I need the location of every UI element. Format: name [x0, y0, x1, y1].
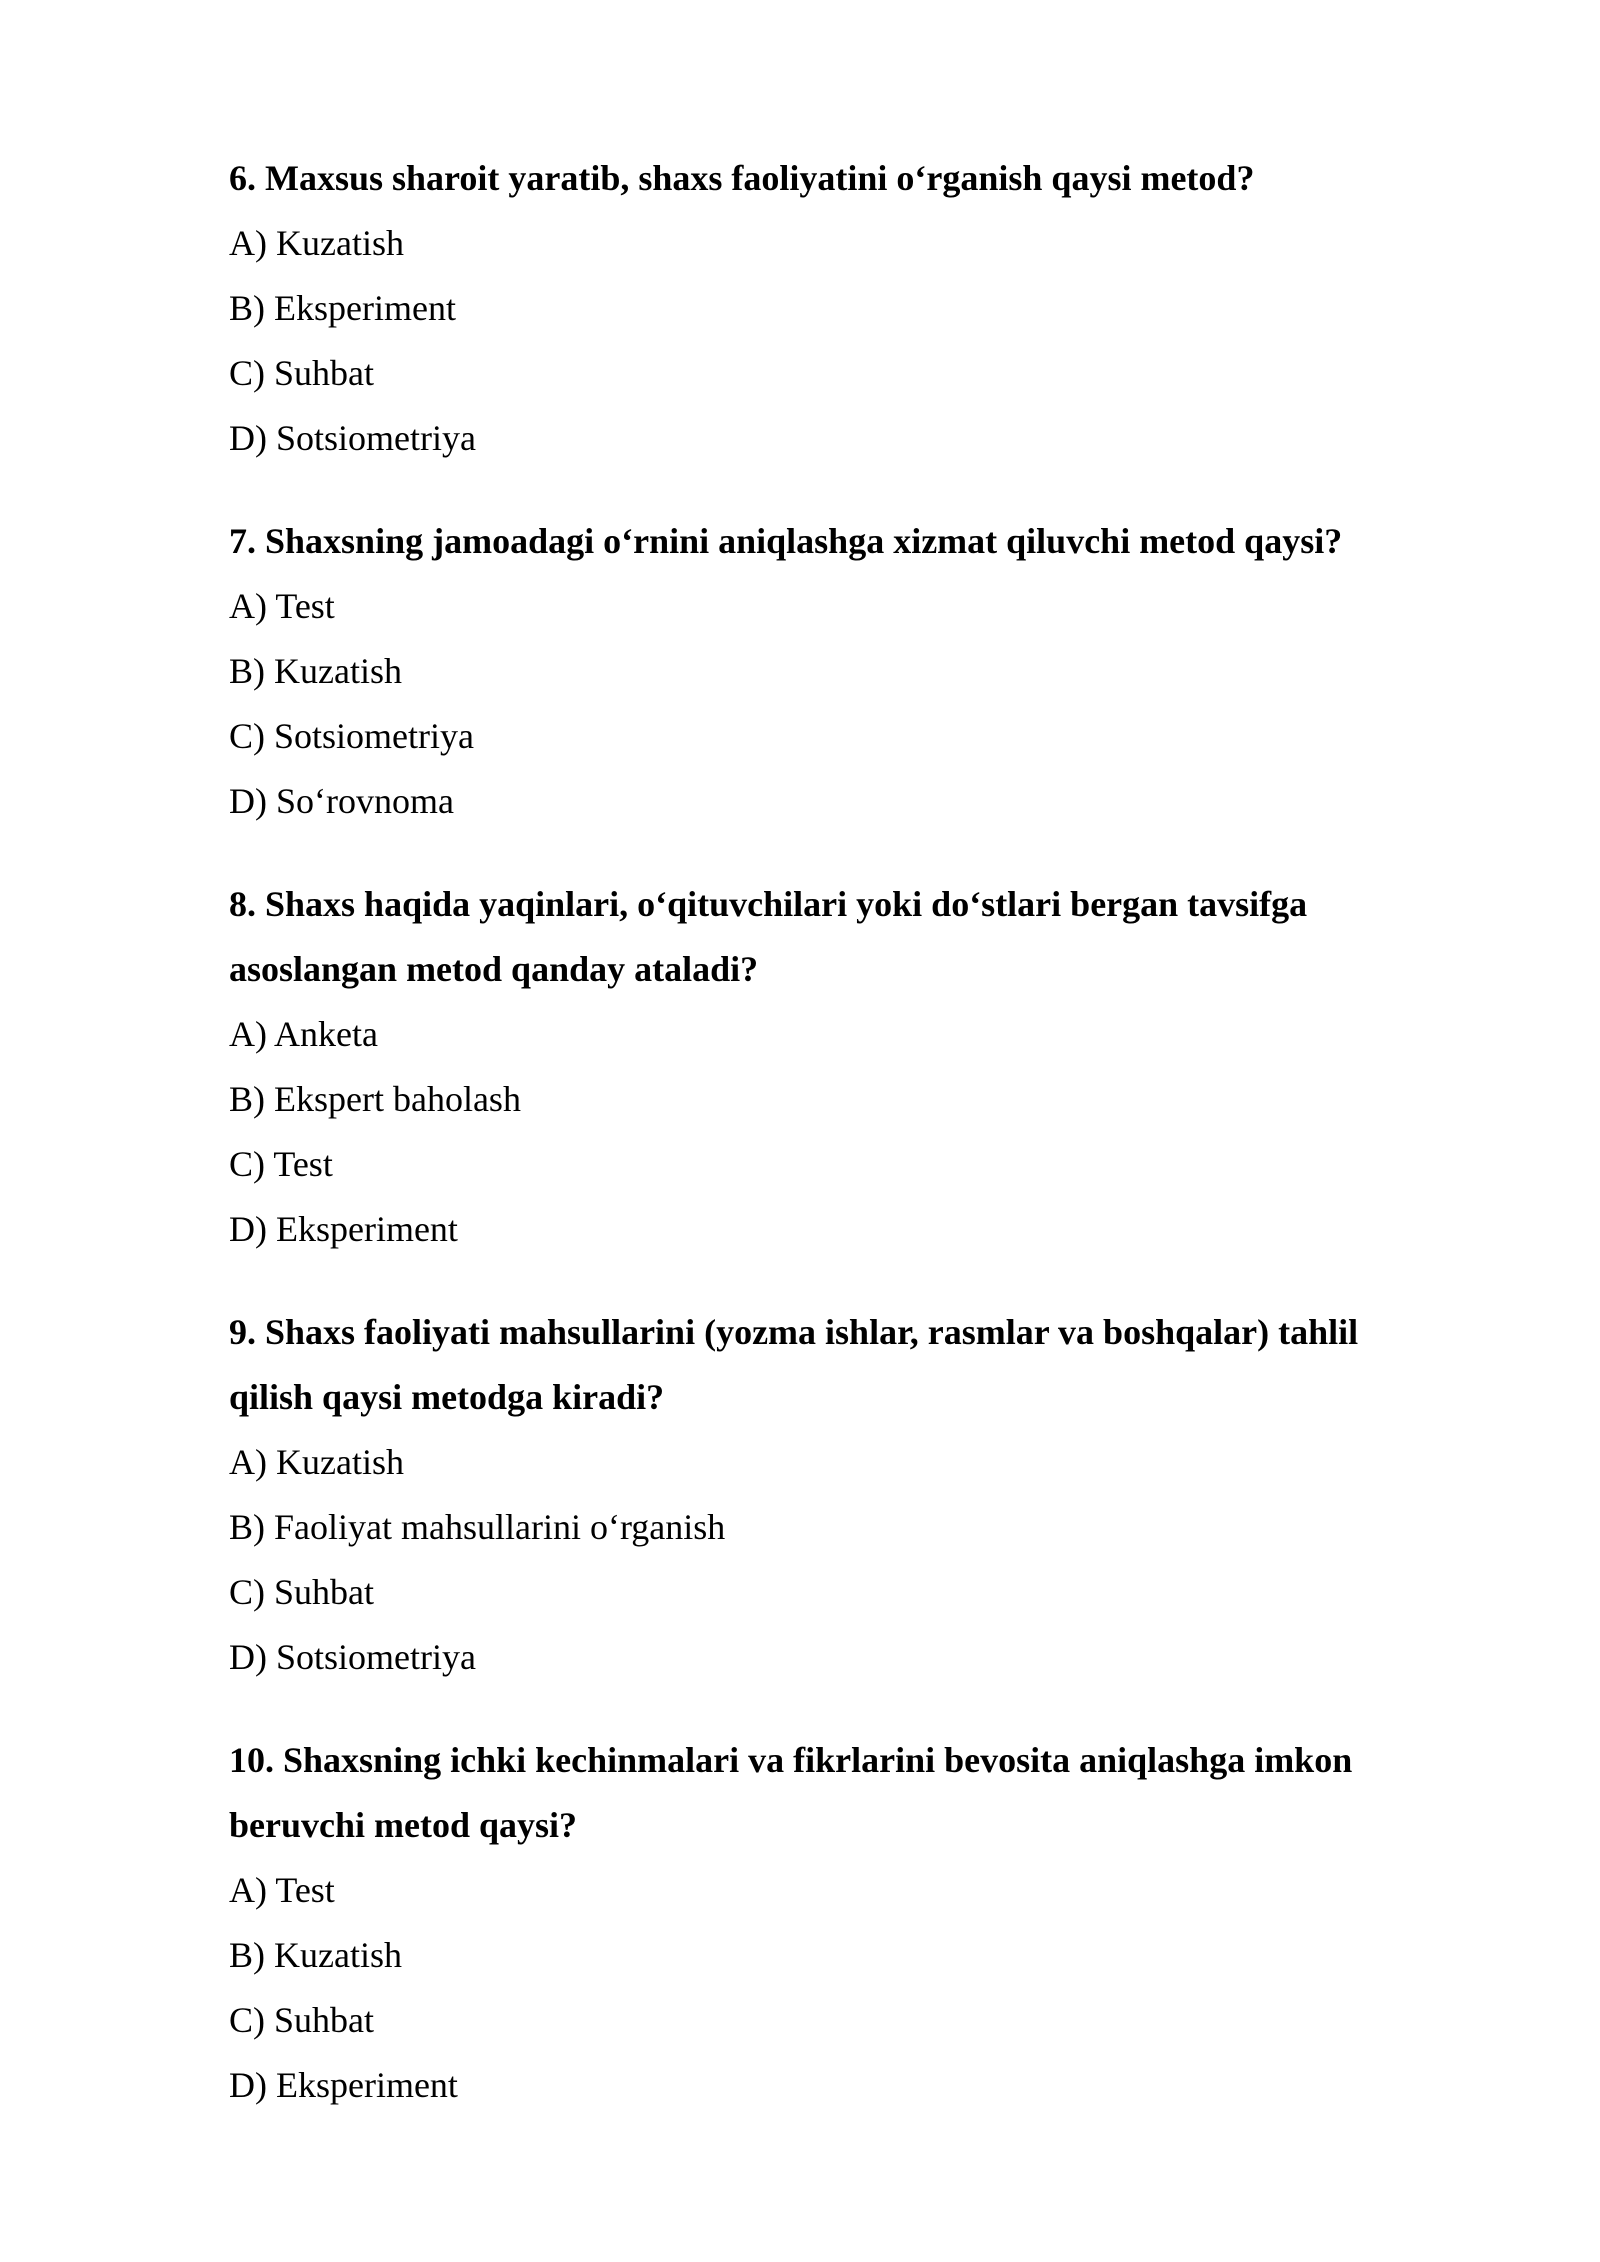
question-list	[229, 146, 1429, 2156]
option-a: A) Kuzatish	[229, 1442, 404, 1482]
question-text: 7. Shaxsning jamoadagi o‘rnini aniqlashga xizmat qiluvchi metod qaysi?	[229, 521, 1343, 561]
option-d: D) Sotsiometriya	[229, 1637, 476, 1677]
option-c: C) Suhbat	[229, 2000, 375, 2040]
option-d: D) Sotsiometriya	[229, 418, 476, 458]
question-8	[229, 872, 1429, 1262]
option-c: C) Suhbat	[229, 1572, 375, 1612]
option-d: D) Eksperiment	[229, 1209, 458, 1249]
option-b: B) Ekspert baholash	[229, 1079, 521, 1119]
question-text: 9. Shaxs faoliyati mahsullarini (yozma ishlar, rasmlar va boshqalar) tahlil qilish qaysi metodga kiradi?	[229, 1312, 1359, 1417]
question-6	[229, 146, 1429, 471]
option-c: C) Test	[229, 1144, 333, 1184]
option-a: A) Kuzatish	[229, 223, 404, 263]
question-text: 8. Shaxs haqida yaqinlari, o‘qituvchilari yoki do‘stlari bergan tavsifga asoslangan metod qanday ataladi?	[229, 884, 1308, 989]
question-text: 6. Maxsus sharoit yaratib, shaxs faoliyatini o‘rganish qaysi metod?	[229, 158, 1255, 198]
question-10	[229, 1728, 1429, 2118]
option-c: C) Sotsiometriya	[229, 716, 474, 756]
question-7	[229, 509, 1429, 834]
option-b: B) Kuzatish	[229, 651, 402, 691]
option-b: B) Eksperiment	[229, 288, 456, 328]
question-9	[229, 1300, 1429, 1690]
option-b: B) Kuzatish	[229, 1935, 402, 1975]
option-a: A) Test	[229, 1870, 335, 1910]
option-a: A) Anketa	[229, 1014, 378, 1054]
option-b: B) Faoliyat mahsullarini o‘rganish	[229, 1507, 726, 1547]
question-text: 10. Shaxsning ichki kechinmalari va fikrlarini bevosita aniqlashga imkon beruvchi metod qaysi?	[229, 1740, 1353, 1845]
option-d: D) So‘rovnoma	[229, 781, 454, 821]
option-d: D) Eksperiment	[229, 2065, 458, 2105]
option-a: A) Test	[229, 586, 335, 626]
option-c: C) Suhbat	[229, 353, 375, 393]
